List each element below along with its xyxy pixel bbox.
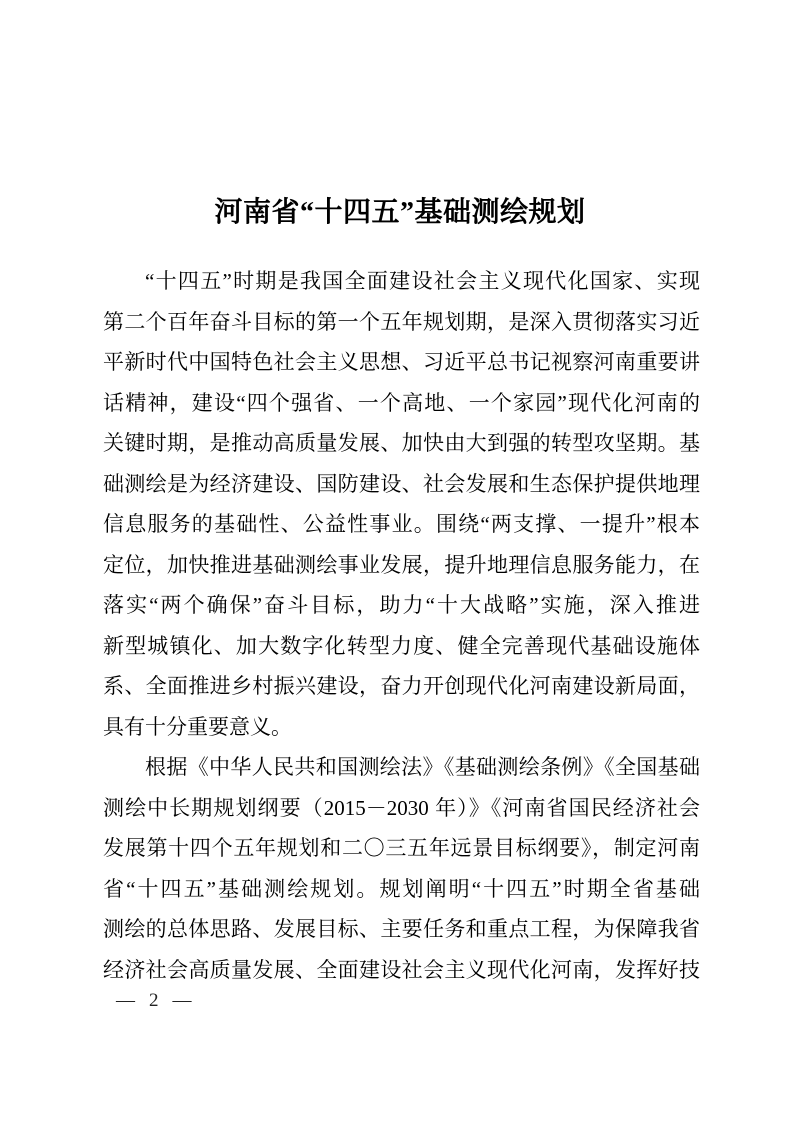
text-line: 经济社会高质量发展、全面建设社会主义现代化河南，发挥好技 (103, 957, 700, 982)
text-line: 根据《中华人民共和国测绘法》《基础测绘条例》《全国基础 (145, 755, 700, 779)
text-line: “十四五”时期是我国全面建设社会主义现代化国家、实现 (145, 269, 700, 293)
text-line: 定位，加快推进基础测绘事业发展，提升地理信息服务能力，在 (103, 552, 700, 577)
footer-left-dash: — (116, 990, 135, 1011)
text-line: 础测绘是为经济建设、国防建设、社会发展和生态保护提供地理 (103, 471, 700, 496)
footer-right-dash: — (172, 990, 192, 1011)
page-title: 河南省“十四五”基础测绘规划 (214, 197, 586, 228)
text-line: 落实“两个确保”奋斗目标，助力“十大战略”实施，深入推进 (103, 593, 700, 617)
text-line: 系、全面推进乡村振兴建设，奋力开创现代化河南建设新局面， (103, 674, 700, 698)
text-line: 平新时代中国特色社会主义思想、习近平总书记视察河南重要讲 (103, 350, 700, 374)
text-line: 第二个百年奋斗目标的第一个五年规划期，是深入贯彻落实习近 (103, 309, 700, 334)
text-line: 测绘的总体思路、发展目标、主要任务和重点工程，为保障我省 (103, 917, 700, 941)
text-line: 新型城镇化、加大数字化转型力度、健全完善现代基础设施体 (103, 633, 700, 658)
text-line: 信息服务的基础性、公益性事业。围绕“两支撑、一提升”根本 (103, 512, 700, 536)
page-footer (116, 989, 192, 1012)
text-line: 发展第十四个五年规划和二〇三五年远景目标纲要》，制定河南 (103, 836, 700, 860)
page-number: 2 (149, 990, 159, 1011)
text-line: 测绘中长期规划纲要（2015－2030 年）》《河南省国民经济社会 (103, 795, 700, 820)
body-text (103, 261, 700, 990)
text-line: 话精神，建设“四个强省、一个高地、一个家园”现代化河南的 (103, 390, 700, 415)
text-line: 具有十分重要意义。 (103, 714, 292, 739)
text-line: 省“十四五”基础测绘规划。规划阐明“十四五”时期全省基础 (103, 876, 700, 901)
text-line: 关键时期，是推动高质量发展、加快由大到强的转型攻坚期。基 (103, 431, 700, 455)
